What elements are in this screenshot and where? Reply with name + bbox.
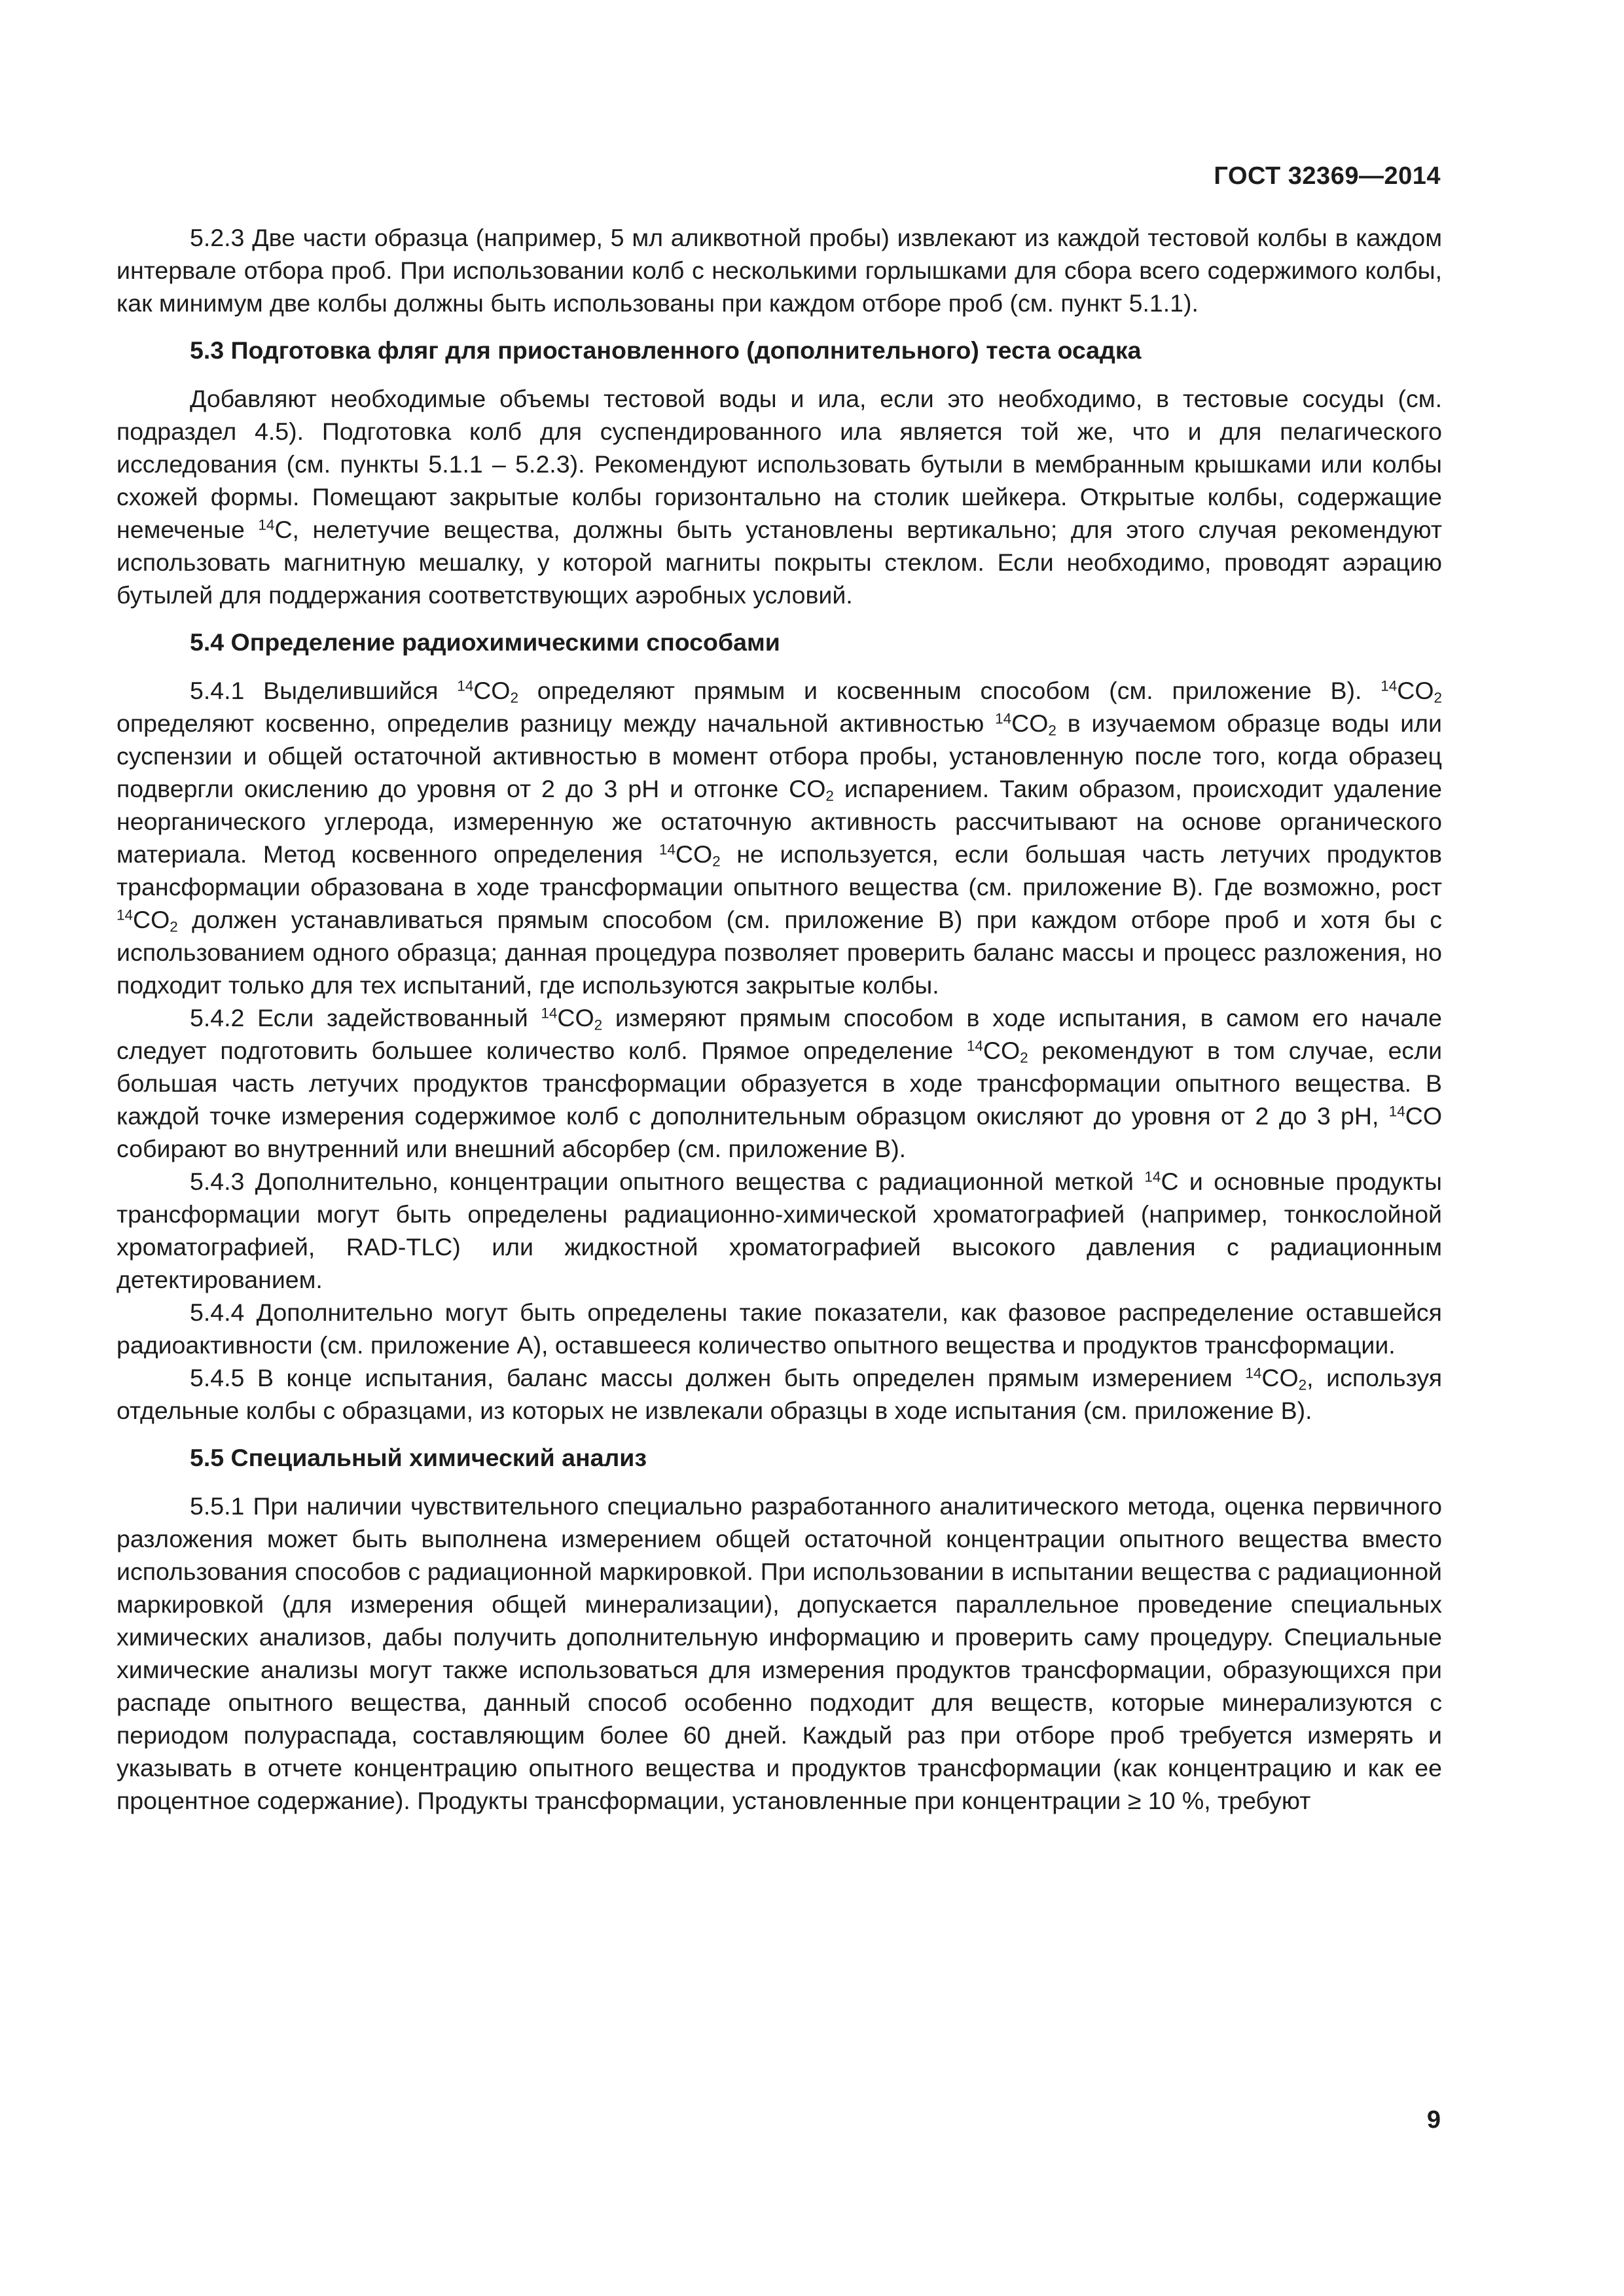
paragraph-5-3 <box>117 382 1442 611</box>
isotope-14: 14 <box>117 906 134 924</box>
isotope-14: 14 <box>541 1005 558 1022</box>
text-run: Добавляют необходимые объемы тестовой воды и ила, если это необходимо, в тестовые сосуды (см. подраздел 4.5). Подготовка колб для суспендированного ила является той же, что и для пелагического исследования (см. пункты 5.1.1 – 5.2.3). Рекомендуют использовать бутыли в мембранным крышками или колбы схожей формы. Помещают закрытые колбы горизонтально на столик шейкера. Открытые колбы, содержащие немеченые <box>117 385 1442 543</box>
paragraph-5-4-1 <box>117 674 1442 1001</box>
formula-co: CO <box>983 1037 1020 1064</box>
subscript-2: 2 <box>1434 689 1442 706</box>
text-run: 5.4.3 Дополнительно, концентрации опытного вещества с радиационной меткой <box>190 1168 1134 1195</box>
text-run: определяют прямым и косвенным способом (см. приложение В). <box>537 677 1362 704</box>
page-body <box>117 221 1442 1817</box>
page-number: 9 <box>1426 2106 1441 2134</box>
text-run: CO собирают во внутренний или внешний абсорбер (см. приложение В). <box>117 1102 1442 1162</box>
text-run: 5.4.2 Если задействованный <box>190 1004 528 1031</box>
text-run: должен устанавливаться прямым способом (см. приложение В) при каждом отборе проб и хотя бы с использованием одного образца; данная процедура позволяет проверить баланс массы и процесс разложения, но подходит только для тех испытаний, где используются закрытые колбы. <box>117 906 1442 999</box>
text-run: измеряют прямым способом в ходе испытания, в самом его начале следует подготовить большее количество колб. Прямое определение <box>117 1004 1443 1064</box>
subscript-2: 2 <box>712 853 721 870</box>
text-run: испарением. Таким образом, происходит удаление неорганического углерода, измеренную же остаточную активность рассчитывают на основе органического материала. Метод косвенного определения <box>117 775 1443 868</box>
formula-co: CO <box>1261 1364 1299 1391</box>
subscript-2: 2 <box>825 787 834 804</box>
paragraph-5-4-2 <box>117 1001 1442 1165</box>
subscript-2: 2 <box>1048 722 1056 739</box>
text-run: С, нелетучие вещества, должны быть установлены вертикально; для этого случая рекомендуют использовать магнитную мешалку, у которой магниты покрыты стеклом. Если необходимо, проводят аэрацию бутылей для поддержания соответствующих аэробных условий. <box>117 516 1443 609</box>
paragraph-5-5-1: 5.5.1 При наличии чувствительного специально разработанного аналитического метода, оценка первичного разложения может быть выполнена измерением общей остаточной концентрации опытного вещества вместо использования способов с радиационной маркировкой. При использовании в испытании вещества с радиационной маркировкой (для измерения общей минерализации), допускается параллельное проведение специальных химических анализов, дабы получить дополнительную информацию и проверить саму процедуру. Специальные химические анализы могут также использоваться для измерения продуктов трансформации, образующихся при распаде опытного вещества, данный способ особенно подходит для веществ, которые минерализуются с периодом полураспада, составляющим более 60 дней. Каждый раз при отборе проб требуется измерять и указывать в отчете концентрацию опытного вещества и продуктов трансформации (как концентрацию и как ее процентное содержание). Продукты трансформации, установленные при концентрации ≥ 10 %, требуют <box>117 1492 1442 1814</box>
isotope-14: 14 <box>258 516 275 533</box>
text-run: 5.4.1 Выделившийся <box>190 677 439 704</box>
isotope-14: 14 <box>1388 1103 1405 1120</box>
formula-co: CO <box>675 840 713 868</box>
subscript-2: 2 <box>1020 1049 1028 1066</box>
text-run: 5.4.5 В конце испытания, баланс массы должен быть определен прямым измерением <box>190 1364 1233 1391</box>
isotope-14: 14 <box>1380 677 1398 694</box>
formula-co: CO <box>1397 677 1434 704</box>
isotope-14: 14 <box>966 1037 983 1054</box>
formula-co: CO <box>1011 709 1049 737</box>
formula-co: CO <box>473 677 511 704</box>
paragraph-5-4-3 <box>117 1165 1442 1296</box>
heading-5-5: 5.5 Специальный химический анализ <box>190 1444 647 1471</box>
text-run: рекомендуют в том случае, если большая часть летучих продуктов трансформации образуется в ходе трансформации опытного вещества. В каждой точке измерения содержимое колб с дополнительным образцом окисляют до уровня от 2 до 3 pH, <box>117 1037 1443 1130</box>
paragraph-5-2-3: 5.2.3 Две части образца (например, 5 мл аликвотной пробы) извлекают из каждой тестовой колбы в каждом интервале отбора проб. При использовании колб с несколькими горлышками для сбора всего содержимого колбы, как минимум две колбы должны быть использованы при каждом отборе проб (см. пункт 5.1.1). <box>117 224 1442 317</box>
heading-5-3: 5.3 Подготовка фляг для приостановленного (дополнительного) теста осадка <box>190 336 1142 364</box>
isotope-14: 14 <box>1245 1365 1262 1382</box>
heading-5-4: 5.4 Определение радиохимическими способами <box>190 628 780 656</box>
text-run: в изучаемом образце воды или суспензии и общей остаточной активностью в момент отбора пробы, установленную после того, когда образец подвергли окислению до уровня от 2 до 3 pH и отгонке <box>117 709 1443 802</box>
isotope-14: 14 <box>1144 1168 1161 1185</box>
text-run: С и основные продукты трансформации могут быть определены радиационно-химической хроматографией (например, тонкослойной хроматографией, RAD-TLC) или жидкостной хроматографией высокого давления с радиационным детектированием. <box>117 1168 1443 1293</box>
text-run: определяют косвенно, определив разницу между начальной активностью <box>117 709 984 737</box>
subscript-2: 2 <box>510 689 518 706</box>
subscript-2: 2 <box>170 918 178 935</box>
subscript-2: 2 <box>594 1016 603 1033</box>
document-header: ГОСТ 32369—2014 <box>1214 162 1441 190</box>
isotope-14: 14 <box>995 710 1012 727</box>
isotope-14: 14 <box>659 841 676 858</box>
text-run: не используется, если большая часть летучих продуктов трансформации образована в ходе трансформации опытного вещества (см. приложение В). Где возможно, рост <box>117 840 1442 901</box>
subscript-2: 2 <box>1298 1376 1307 1393</box>
isotope-14: 14 <box>457 677 474 694</box>
formula-co: CO <box>557 1004 594 1031</box>
paragraph-5-4-4: 5.4.4 Дополнительно могут быть определены такие показатели, как фазовое распределение оставшейся радиоактивности (см. приложение А), оставшееся количество опытного вещества и продуктов трансформации. <box>117 1299 1442 1359</box>
paragraph-5-4-5 <box>117 1361 1442 1427</box>
formula-co: CO <box>789 775 826 802</box>
text-run: , используя отдельные колбы с образцами, из которых не извлекали образцы в ходе испытания (см. приложение В). <box>117 1364 1442 1424</box>
formula-co: CO <box>133 906 170 933</box>
